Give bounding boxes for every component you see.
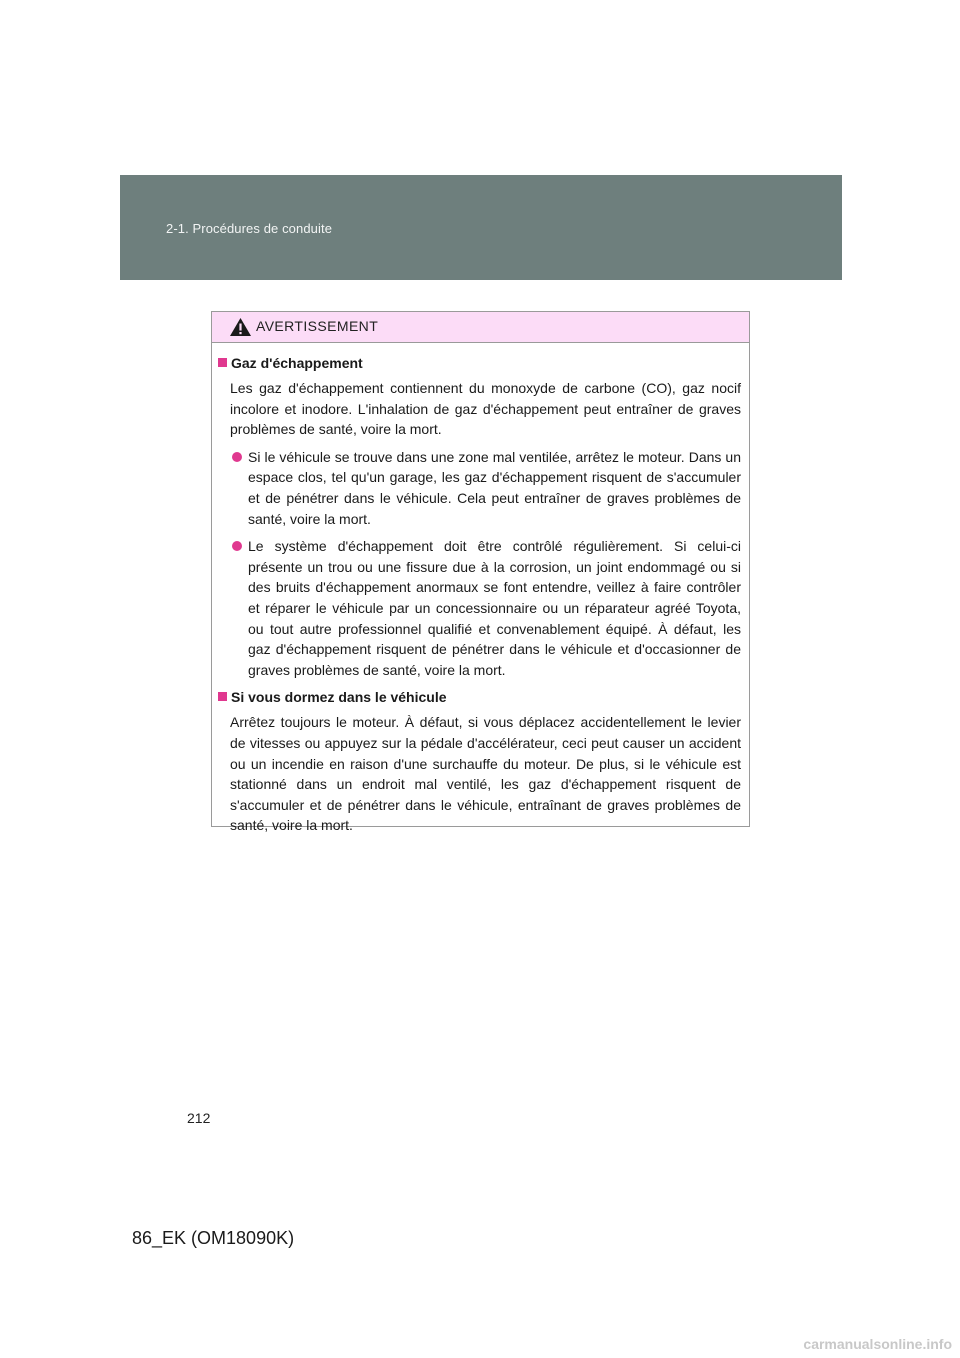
circle-bullet-icon: [232, 541, 242, 551]
exhaust-bullet-ventilation: [217, 447, 741, 529]
bullet-text: Si le véhicule se trouve dans une zone mal ventilée, arrêtez le moteur. Dans un espace clos, tel qu'un garage, les gaz d'échappement risquent de s'accumuler et de pénétrer dans le véhicule. Cela peut entraîner de graves problèmes de santé, voire la mort.: [248, 448, 741, 527]
sleeping-paragraph: Arrêtez toujours le moteur. À défaut, si vous déplacez accidentellement le levier de vitesses ou appuyez sur la pédale d'accélérateur, ceci peut causer un accident ou un incendie en raison d'une surchauffe du moteur. De plus, si le véhicule est stationné dans un endroit mal ventilé, les gaz d'échappement risquent de s'accumuler et de pénétrer dans le véhicule, entraînant de graves problèmes de santé, voire la mort.: [230, 714, 741, 834]
warning-box: [211, 311, 750, 834]
exhaust-intro-paragraph: Les gaz d'échappement contiennent du monoxyde de carbone (CO), gaz nocif incolore et inodore. L'inhalation de gaz d'échappement peut entraîner de graves problèmes de santé, voire la mort.: [230, 380, 741, 438]
heading-text: Gaz d'échappement: [231, 355, 363, 371]
section-title: 2-1. Procédures de conduite: [166, 221, 333, 236]
warning-label: AVERTISSEMENT: [256, 318, 379, 334]
circle-bullet-icon: [232, 452, 242, 462]
section-heading-sleeping: [217, 687, 741, 707]
heading-text: Si vous dormez dans le véhicule: [231, 689, 447, 706]
warning-triangle-icon: [229, 317, 252, 337]
warning-body: [212, 343, 749, 836]
section-header-band: [120, 175, 842, 280]
square-bullet-icon: [218, 692, 227, 701]
document-code: 86_EK (OM18090K): [132, 1228, 295, 1248]
section-heading-exhaust: [217, 353, 741, 373]
page-number: 212: [187, 1110, 211, 1126]
warning-header: [212, 312, 749, 343]
bullet-text: Le système d'échappement doit être contrôlé régulièrement. Si celui-ci présente un trou ou une fissure due à la corrosion, un joint endommagé ou si des bruits d'échappement anormaux se font entendre, veillez à faire contrôler et réparer le véhicule par un concessionnaire ou un réparateur agréé Toyota, ou tout autre professionnel qualifié et convenablement équipé. À défaut, les gaz d'échappement risquent de pénétrer dans le véhicule et d'occasionner de graves problèmes de santé, voire la mort.: [248, 538, 741, 678]
exhaust-bullet-inspection: [217, 536, 741, 680]
watermark: carmanualsonline.info: [803, 1336, 952, 1352]
square-bullet-icon: [218, 358, 227, 367]
